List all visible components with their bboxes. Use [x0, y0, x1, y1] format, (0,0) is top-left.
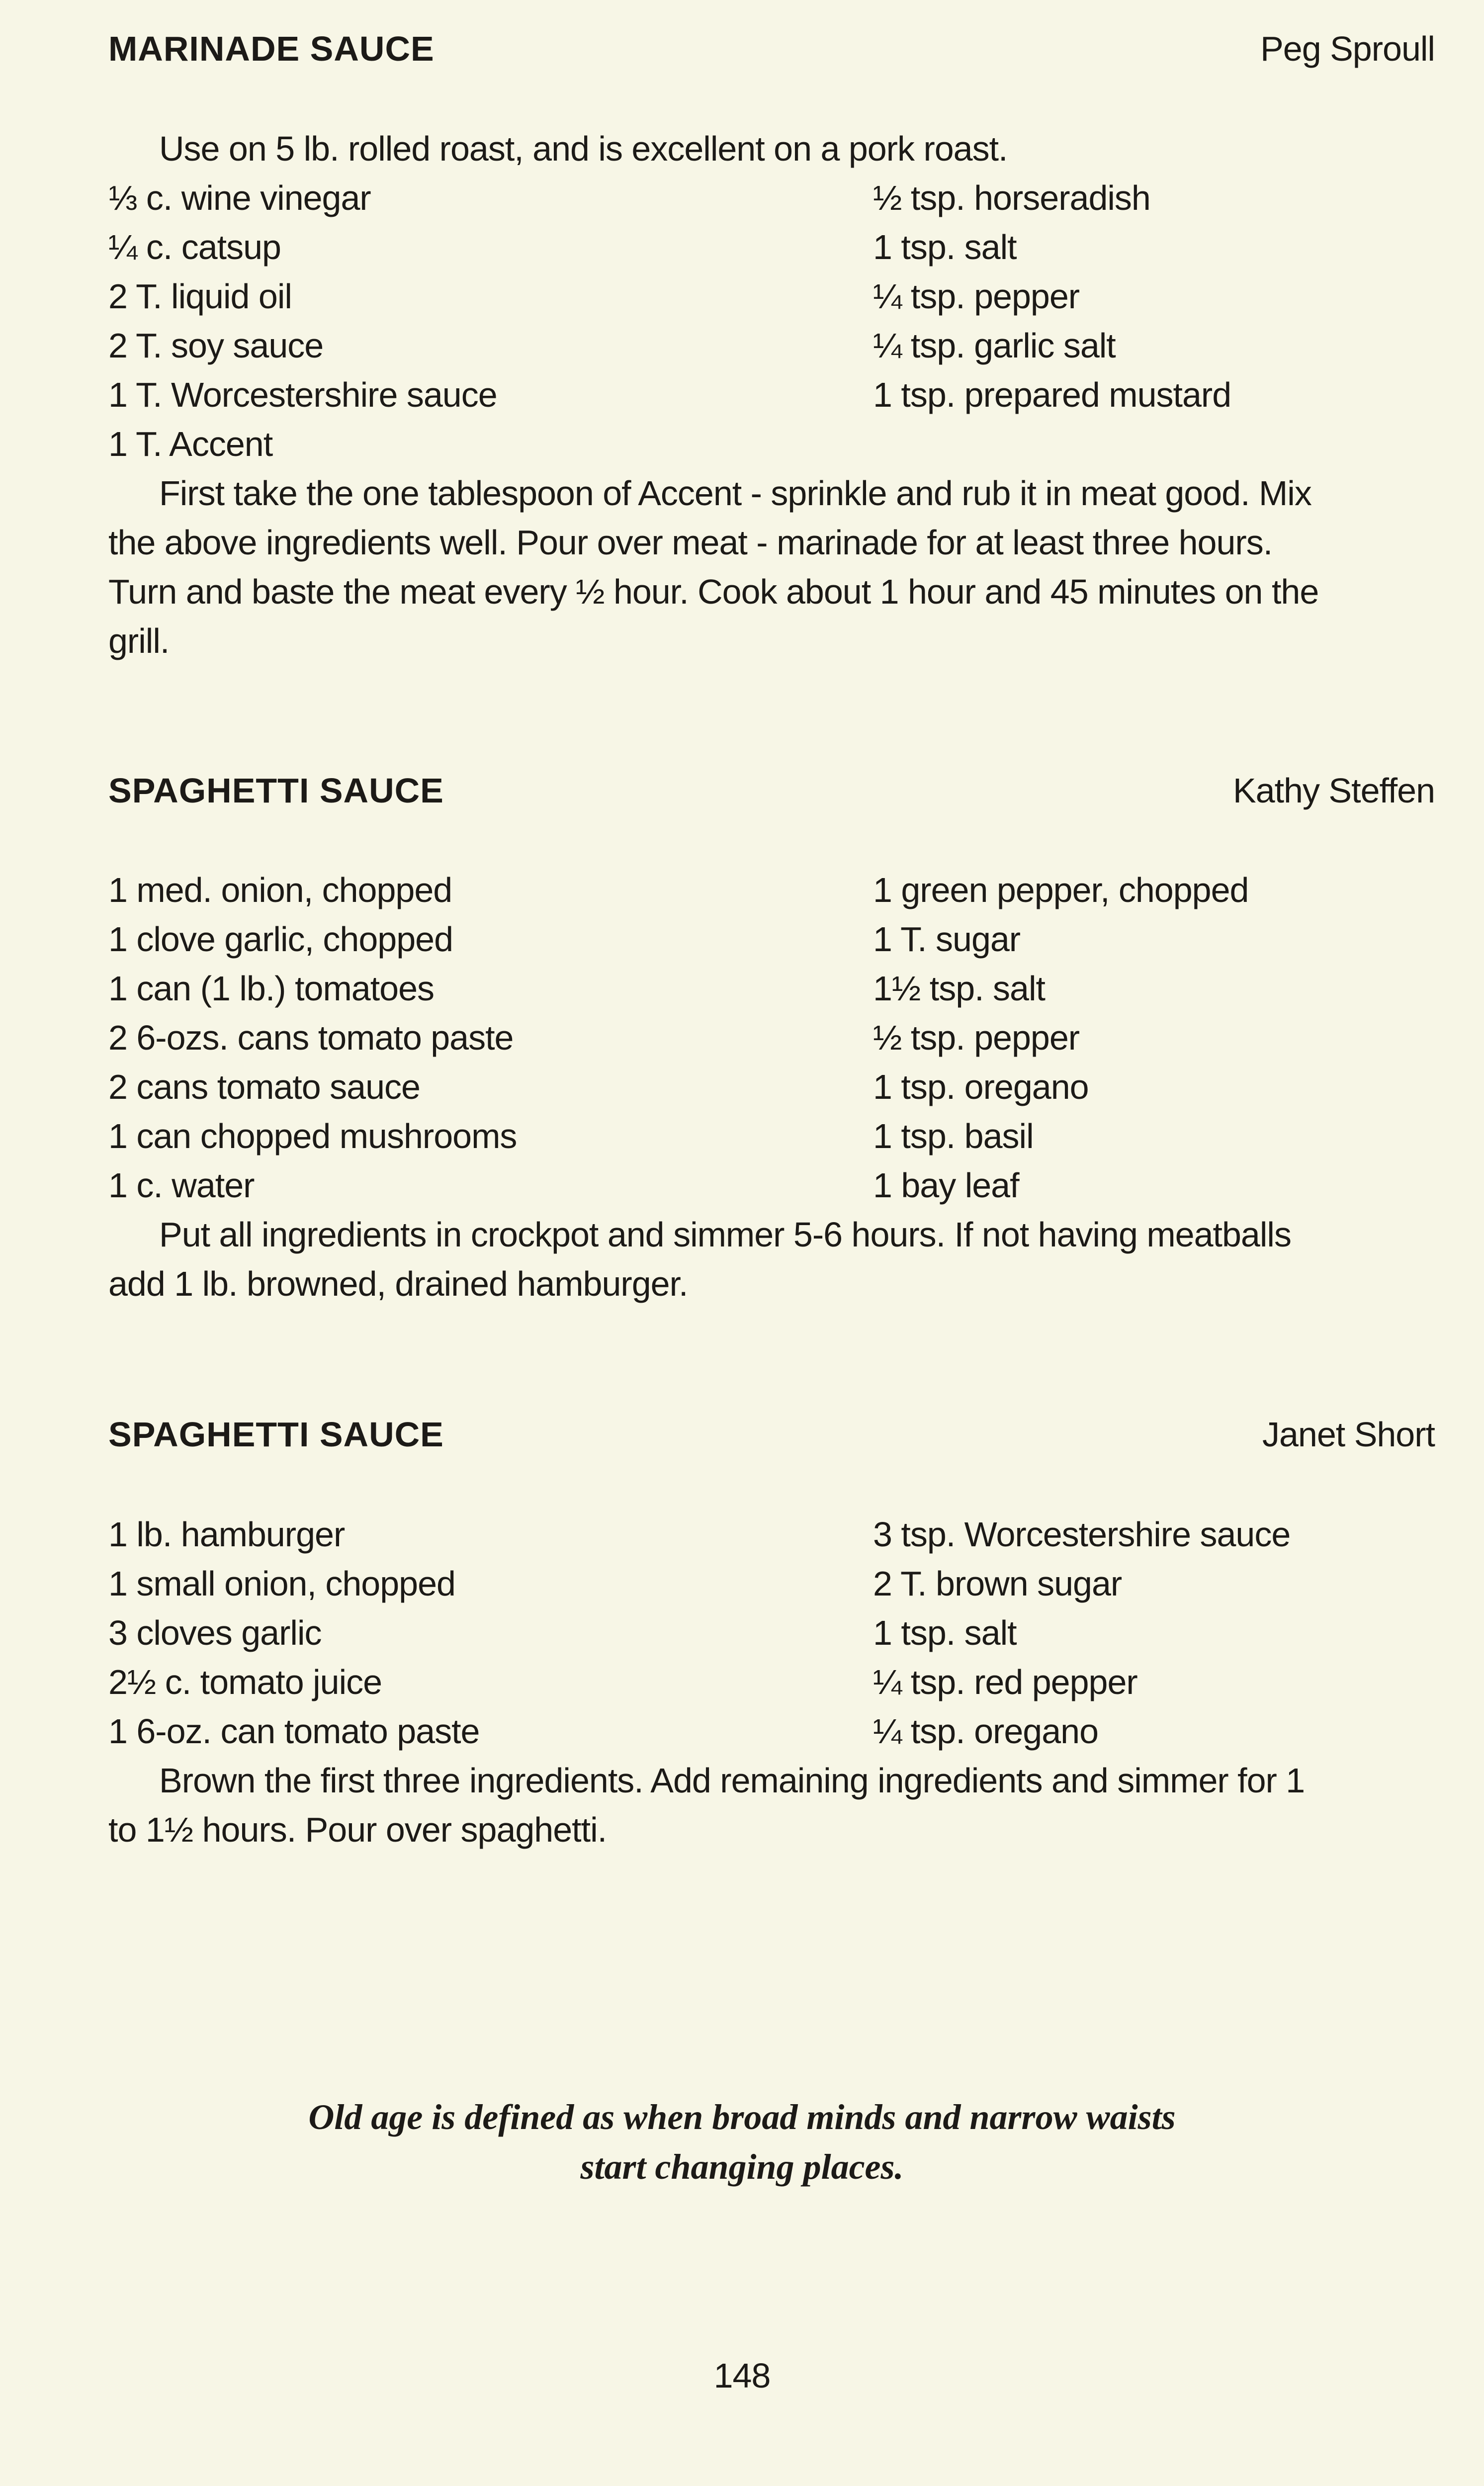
- ingredient-left: 2 T. liquid oil: [108, 277, 292, 316]
- ingredient-left: 2½ c. tomato juice: [108, 1663, 382, 1701]
- page-number: 148: [713, 2356, 771, 2395]
- directions-line: First take the one tablespoon of Accent - sprinkle and rub it in meat good. Mix: [159, 474, 1311, 513]
- recipe-author: Kathy Steffen: [1232, 771, 1435, 810]
- recipe-author: Peg Sproull: [1260, 29, 1435, 68]
- recipe-title: MARINADE SAUCE: [108, 29, 435, 68]
- ingredient-right: ¼ tsp. oregano: [873, 1712, 1098, 1751]
- ingredient-right: 1 tsp. oregano: [873, 1067, 1089, 1106]
- directions-line: grill.: [108, 622, 170, 660]
- ingredient-left: 1 can (1 lb.) tomatoes: [108, 969, 434, 1008]
- ingredient-right: 1 tsp. basil: [873, 1117, 1034, 1155]
- ingredient-right: ½ tsp. pepper: [873, 1018, 1080, 1057]
- ingredient-left: ¼ c. catsup: [108, 228, 281, 266]
- quote-line: start changing places.: [580, 2147, 904, 2187]
- quote-line: Old age is defined as when broad minds and narrow waists: [308, 2097, 1176, 2137]
- ingredient-left: ⅓ c. wine vinegar: [108, 178, 371, 217]
- directions-line: add 1 lb. browned, drained hamburger.: [108, 1264, 688, 1303]
- recipe-author: Janet Short: [1262, 1415, 1435, 1454]
- ingredient-left: 1 T. Worcestershire sauce: [108, 375, 497, 414]
- ingredient-right: 2 T. brown sugar: [873, 1564, 1122, 1603]
- ingredient-left: 2 T. soy sauce: [108, 326, 324, 365]
- ingredient-right: ¼ tsp. pepper: [873, 277, 1080, 316]
- ingredient-left: 2 cans tomato sauce: [108, 1067, 420, 1106]
- ingredient-left: 1 med. onion, chopped: [108, 871, 452, 909]
- ingredient-right: ¼ tsp. red pepper: [873, 1663, 1137, 1701]
- ingredient-left: 2 6-ozs. cans tomato paste: [108, 1018, 514, 1057]
- ingredient-right: 1 tsp. salt: [873, 1613, 1017, 1652]
- directions-line: the above ingredients well. Pour over meat - marinade for at least three hours.: [108, 523, 1273, 562]
- ingredient-right: 1 tsp. salt: [873, 228, 1017, 266]
- ingredient-left: 1 6-oz. can tomato paste: [108, 1712, 480, 1751]
- ingredient-right: 3 tsp. Worcestershire sauce: [873, 1515, 1291, 1554]
- ingredient-right: 1½ tsp. salt: [873, 969, 1045, 1008]
- directions-line: to 1½ hours. Pour over spaghetti.: [108, 1810, 607, 1849]
- ingredient-right: ¼ tsp. garlic salt: [873, 326, 1116, 365]
- ingredient-left: 1 c. water: [108, 1166, 255, 1205]
- ingredient-left: 1 small onion, chopped: [108, 1564, 455, 1603]
- recipe-title: SPAGHETTI SAUCE: [108, 771, 444, 810]
- ingredient-right: 1 green pepper, chopped: [873, 871, 1249, 909]
- ingredient-left: 1 clove garlic, chopped: [108, 920, 453, 959]
- ingredient-left: 1 lb. hamburger: [108, 1515, 345, 1554]
- directions-line: Put all ingredients in crockpot and simmer 5-6 hours. If not having meatballs: [159, 1215, 1291, 1254]
- directions-line: Turn and baste the meat every ½ hour. Cook about 1 hour and 45 minutes on the: [108, 572, 1319, 611]
- ingredient-right: 1 tsp. prepared mustard: [873, 375, 1231, 414]
- ingredient-right: 1 T. sugar: [873, 920, 1021, 959]
- recipe-title: SPAGHETTI SAUCE: [108, 1415, 444, 1454]
- ingredient-left: 3 cloves garlic: [108, 1613, 322, 1652]
- ingredient-left: 1 T. Accent: [108, 425, 273, 463]
- ingredient-right: 1 bay leaf: [873, 1166, 1019, 1205]
- directions-line: Brown the first three ingredients. Add remaining ingredients and simmer for 1: [159, 1761, 1305, 1800]
- recipe-intro: Use on 5 lb. rolled roast, and is excellent on a pork roast.: [159, 129, 1008, 168]
- ingredient-left: 1 can chopped mushrooms: [108, 1117, 517, 1155]
- ingredient-right: ½ tsp. horseradish: [873, 178, 1150, 217]
